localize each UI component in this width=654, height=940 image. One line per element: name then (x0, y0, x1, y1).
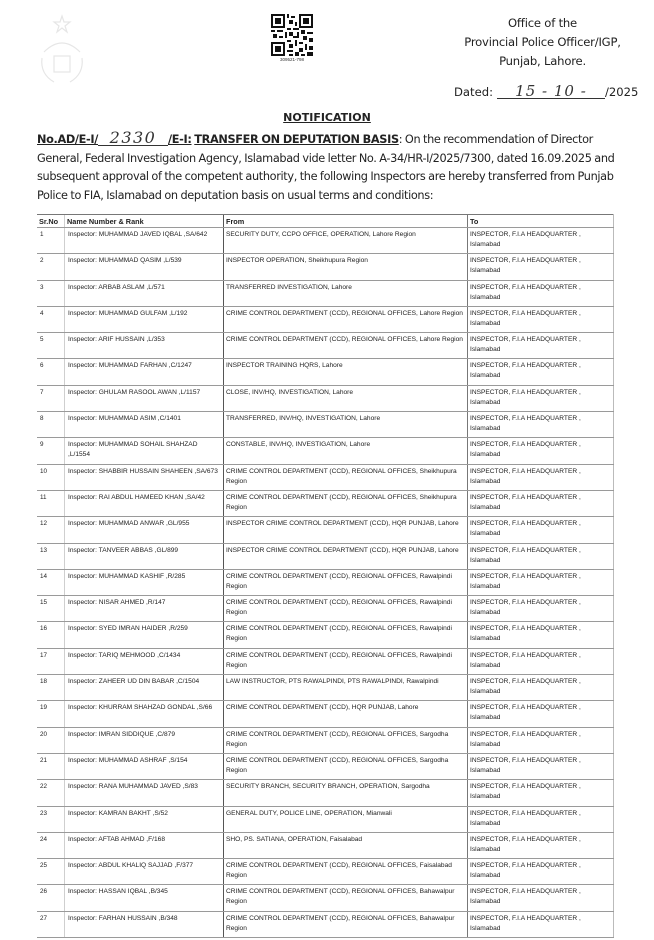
table-row (37, 806, 614, 832)
table-header-row (37, 215, 614, 228)
table-row (37, 727, 614, 753)
name-cell: Inspector: TANVEER ABBAS ,GL/899 (65, 543, 224, 569)
dated-label: Dated: (454, 85, 493, 99)
sr-no-cell: 3 (37, 280, 65, 306)
to-cell: INSPECTOR, F.I.A HEADQUARTER , Islamabad (468, 648, 614, 674)
sr-no-cell: 8 (37, 412, 65, 438)
name-cell: Inspector: FARHAN HUSSAIN ,B/348 (65, 911, 224, 937)
to-cell: INSPECTOR, F.I.A HEADQUARTER , Islamabad (468, 780, 614, 806)
to-cell: INSPECTOR, F.I.A HEADQUARTER , Islamabad (468, 622, 614, 648)
to-cell: INSPECTOR, F.I.A HEADQUARTER , Islamabad (468, 859, 614, 885)
to-cell: INSPECTOR, F.I.A HEADQUARTER , Islamabad (468, 490, 614, 516)
sr-no-cell: 1 (37, 228, 65, 254)
to-cell: INSPECTOR, F.I.A HEADQUARTER , Islamabad (468, 254, 614, 280)
from-cell: CRIME CONTROL DEPARTMENT (CCD), HQR PUNJAB, Lahore (224, 701, 468, 727)
table-row (37, 675, 614, 701)
to-cell: INSPECTOR, F.I.A HEADQUARTER , Islamabad (468, 832, 614, 858)
name-cell: Inspector: ARIF HUSSAIN ,L/353 (65, 333, 224, 359)
office-address (440, 14, 645, 71)
name-cell: Inspector: MUHAMMAD JAVED IQBAL ,SA/642 (65, 228, 224, 254)
from-cell: CRIME CONTROL DEPARTMENT (CCD), REGIONAL OFFICES, Faisalabad Region (224, 859, 468, 885)
from-cell: INSPECTOR OPERATION, Sheikhupura Region (224, 254, 468, 280)
transfer-table (37, 214, 614, 938)
from-cell: LAW INSTRUCTOR, PTS RAWALPINDI, PTS RAWALPINDI, Rawalpindi (224, 675, 468, 701)
sr-no-cell: 17 (37, 648, 65, 674)
from-cell: INSPECTOR TRAINING HQRS, Lahore (224, 359, 468, 385)
sr-no-cell: 21 (37, 753, 65, 779)
name-cell: Inspector: RANA MUHAMMAD JAVED ,S/83 (65, 780, 224, 806)
to-cell: INSPECTOR, F.I.A HEADQUARTER , Islamabad (468, 333, 614, 359)
name-cell: Inspector: HASSAN IQBAL ,B/345 (65, 885, 224, 911)
from-cell: CRIME CONTROL DEPARTMENT (CCD), REGIONAL OFFICES, Rawalpindi Region (224, 622, 468, 648)
to-cell: INSPECTOR, F.I.A HEADQUARTER , Islamabad (468, 306, 614, 332)
name-cell: Inspector: KHURRAM SHAHZAD GONDAL ,S/66 (65, 701, 224, 727)
name-cell: Inspector: MUHAMMAD ASIM ,C/1401 (65, 412, 224, 438)
to-cell: INSPECTOR, F.I.A HEADQUARTER , Islamabad (468, 885, 614, 911)
from-cell: CRIME CONTROL DEPARTMENT (CCD), REGIONAL OFFICES, Bahawalpur Region (224, 885, 468, 911)
from-cell: INSPECTOR CRIME CONTROL DEPARTMENT (CCD), HQR PUNJAB, Lahore (224, 517, 468, 543)
qr-code-icon (271, 14, 313, 56)
to-cell: INSPECTOR, F.I.A HEADQUARTER , Islamabad (468, 911, 614, 937)
sr-no-cell: 14 (37, 569, 65, 595)
to-cell: INSPECTOR, F.I.A HEADQUARTER , Islamabad (468, 569, 614, 595)
table-row (37, 701, 614, 727)
sr-no-cell: 16 (37, 622, 65, 648)
to-cell: INSPECTOR, F.I.A HEADQUARTER , Islamabad (468, 517, 614, 543)
table-row (37, 254, 614, 280)
sr-no-cell: 7 (37, 385, 65, 411)
from-cell: CRIME CONTROL DEPARTMENT (CCD), REGIONAL OFFICES, Sargodha Region (224, 753, 468, 779)
table-row (37, 306, 614, 332)
office-line: Office of the (508, 16, 577, 30)
name-cell: Inspector: NISAR AHMED ,R/147 (65, 596, 224, 622)
name-cell: Inspector: MUHAMMAD QASIM ,L/539 (65, 254, 224, 280)
body-line-1 (37, 128, 616, 150)
table-row (37, 385, 614, 411)
to-cell: INSPECTOR, F.I.A HEADQUARTER , Islamabad (468, 228, 614, 254)
sr-no-cell: 25 (37, 859, 65, 885)
sr-no-cell: 24 (37, 832, 65, 858)
to-cell: INSPECTOR, F.I.A HEADQUARTER , Islamabad (468, 727, 614, 753)
name-cell: Inspector: KAMRAN BAKHT ,S/52 (65, 806, 224, 832)
sr-no-cell: 22 (37, 780, 65, 806)
police-emblem-icon (34, 12, 90, 88)
from-cell: GENERAL DUTY, POLICE LINE, OPERATION, Mianwali (224, 806, 468, 832)
qr-code-number: 309521-798 (279, 57, 305, 62)
dated-handwritten: 15 - 10 - (497, 84, 605, 99)
table-row (37, 832, 614, 858)
to-cell: INSPECTOR, F.I.A HEADQUARTER , Islamabad (468, 806, 614, 832)
name-cell: Inspector: AFTAB AHMAD ,F/168 (65, 832, 224, 858)
reference-suffix: /E-I: (168, 133, 192, 146)
sr-no-cell: 5 (37, 333, 65, 359)
from-cell: CRIME CONTROL DEPARTMENT (CCD), REGIONAL OFFICES, Sheikhupura Region (224, 490, 468, 516)
column-header-name: Name Number & Rank (65, 215, 224, 228)
table-row (37, 911, 614, 937)
sr-no-cell: 13 (37, 543, 65, 569)
name-cell: Inspector: RAI ABDUL HAMEED KHAN ,SA/42 (65, 490, 224, 516)
from-cell: SECURITY BRANCH, SECURITY BRANCH, OPERATION, Sargodha (224, 780, 468, 806)
to-cell: INSPECTOR, F.I.A HEADQUARTER , Islamabad (468, 359, 614, 385)
table-row (37, 438, 614, 464)
to-cell: INSPECTOR, F.I.A HEADQUARTER , Islamabad (468, 596, 614, 622)
reference-prefix: No.AD/E-I/ (37, 133, 98, 146)
table-row (37, 280, 614, 306)
sr-no-cell: 4 (37, 306, 65, 332)
name-cell: Inspector: ARBAB ASLAM ,L/571 (65, 280, 224, 306)
from-cell: TRANSFERRED, INV/HQ, INVESTIGATION, Lahore (224, 412, 468, 438)
sr-no-cell: 12 (37, 517, 65, 543)
notification-title: NOTIFICATION (283, 111, 371, 124)
table-row (37, 596, 614, 622)
table-row (37, 464, 614, 490)
name-cell: Inspector: GHULAM RASOOL AWAN ,L/1157 (65, 385, 224, 411)
from-cell: TRANSFERRED INVESTIGATION, Lahore (224, 280, 468, 306)
sr-no-cell: 18 (37, 675, 65, 701)
dated-year: /2025 (604, 85, 639, 99)
from-cell: CRIME CONTROL DEPARTMENT (CCD), REGIONAL OFFICES, Lahore Region (224, 333, 468, 359)
sr-no-cell: 11 (37, 490, 65, 516)
body-line-4: Police to FIA, Islamabad on deputation basis on usual terms and conditions: (37, 188, 434, 202)
office-line: Provincial Police Officer/IGP, (464, 35, 621, 49)
name-cell: Inspector: TARIQ MEHMOOD ,C/1434 (65, 648, 224, 674)
from-cell: CRIME CONTROL DEPARTMENT (CCD), REGIONAL OFFICES, Lahore Region (224, 306, 468, 332)
from-cell: CRIME CONTROL DEPARTMENT (CCD), REGIONAL OFFICES, Sargodha Region (224, 727, 468, 753)
reference-number-handwritten: 2330 (98, 131, 168, 146)
table-row (37, 859, 614, 885)
sr-no-cell: 9 (37, 438, 65, 464)
name-cell: Inspector: MUHAMMAD SOHAIL SHAHZAD ,L/1554 (65, 438, 224, 464)
body-line-1-rest: : On the recommendation of Director (398, 133, 593, 146)
name-cell: Inspector: ZAHEER UD DIN BABAR ,C/1504 (65, 675, 224, 701)
to-cell: INSPECTOR, F.I.A HEADQUARTER , Islamabad (468, 464, 614, 490)
from-cell: CRIME CONTROL DEPARTMENT (CCD), REGIONAL OFFICES, Rawalpindi Region (224, 596, 468, 622)
to-cell: INSPECTOR, F.I.A HEADQUARTER , Islamabad (468, 412, 614, 438)
body-line-3: subsequent approval of the competent authority, the following Inspectors are hereby transferred from Punjab (37, 170, 614, 183)
sr-no-cell: 2 (37, 254, 65, 280)
sr-no-cell: 19 (37, 701, 65, 727)
table-row (37, 333, 614, 359)
sr-no-cell: 23 (37, 806, 65, 832)
table-body (37, 228, 614, 938)
sr-no-cell: 27 (37, 911, 65, 937)
table-row (37, 359, 614, 385)
column-header-from: From (224, 215, 468, 228)
from-cell: CRIME CONTROL DEPARTMENT (CCD), REGIONAL OFFICES, Rawalpindi Region (224, 648, 468, 674)
name-cell: Inspector: MUHAMMAD KASHIF ,R/285 (65, 569, 224, 595)
sr-no-cell: 20 (37, 727, 65, 753)
name-cell: Inspector: MUHAMMAD ASHRAF ,S/154 (65, 753, 224, 779)
to-cell: INSPECTOR, F.I.A HEADQUARTER , Islamabad (468, 438, 614, 464)
table-row (37, 648, 614, 674)
body-line-2: General, Federal Investigation Agency, Islamabad vide letter No. A-34/HR-I/2025/7300, dated 16.09.2025 and (37, 151, 615, 165)
sr-no-cell: 6 (37, 359, 65, 385)
name-cell: Inspector: MUHAMMAD FARHAN ,C/1247 (65, 359, 224, 385)
table-row (37, 517, 614, 543)
name-cell: Inspector: MUHAMMAD GULFAM ,L/192 (65, 306, 224, 332)
dated-field (454, 84, 638, 99)
notification-body (37, 128, 616, 205)
from-cell: CLOSE, INV/HQ, INVESTIGATION, Lahore (224, 385, 468, 411)
from-cell: SHO, PS. SATIANA, OPERATION, Faisalabad (224, 832, 468, 858)
to-cell: INSPECTOR, F.I.A HEADQUARTER , Islamabad (468, 675, 614, 701)
name-cell: Inspector: SYED IMRAN HAIDER ,R/259 (65, 622, 224, 648)
name-cell: Inspector: MUHAMMAD ANWAR ,GL/955 (65, 517, 224, 543)
sr-no-cell: 10 (37, 464, 65, 490)
from-cell: CONSTABLE, INV/HQ, INVESTIGATION, Lahore (224, 438, 468, 464)
subject: TRANSFER ON DEPUTATION BASIS (194, 133, 399, 146)
table-row (37, 622, 614, 648)
table-row (37, 412, 614, 438)
table-row (37, 753, 614, 779)
sr-no-cell: 15 (37, 596, 65, 622)
from-cell: CRIME CONTROL DEPARTMENT (CCD), REGIONAL OFFICES, Sheikhupura Region (224, 464, 468, 490)
table-row (37, 569, 614, 595)
office-line: Punjab, Lahore. (499, 54, 586, 68)
table-row (37, 490, 614, 516)
table-row (37, 780, 614, 806)
sr-no-cell: 26 (37, 885, 65, 911)
to-cell: INSPECTOR, F.I.A HEADQUARTER , Islamabad (468, 385, 614, 411)
table-row (37, 543, 614, 569)
table-row (37, 228, 614, 254)
column-header-to: To (468, 215, 614, 228)
to-cell: INSPECTOR, F.I.A HEADQUARTER , Islamabad (468, 753, 614, 779)
to-cell: INSPECTOR, F.I.A HEADQUARTER , Islamabad (468, 701, 614, 727)
from-cell: CRIME CONTROL DEPARTMENT (CCD), REGIONAL OFFICES, Rawalpindi Region (224, 569, 468, 595)
from-cell: CRIME CONTROL DEPARTMENT (CCD), REGIONAL OFFICES, Bahawalpur Region (224, 911, 468, 937)
from-cell: INSPECTOR CRIME CONTROL DEPARTMENT (CCD), HQR PUNJAB, Lahore (224, 543, 468, 569)
from-cell: SECURITY DUTY, CCPO OFFICE, OPERATION, Lahore Region (224, 228, 468, 254)
to-cell: INSPECTOR, F.I.A HEADQUARTER , Islamabad (468, 543, 614, 569)
name-cell: Inspector: IMRAN SIDDIQUE ,C/879 (65, 727, 224, 753)
name-cell: Inspector: ABDUL KHALIQ SAJJAD ,F/377 (65, 859, 224, 885)
table-row (37, 885, 614, 911)
column-header-sr-no: Sr.No (37, 215, 65, 228)
to-cell: INSPECTOR, F.I.A HEADQUARTER , Islamabad (468, 280, 614, 306)
name-cell: Inspector: SHABBIR HUSSAIN SHAHEEN ,SA/673 (65, 464, 224, 490)
